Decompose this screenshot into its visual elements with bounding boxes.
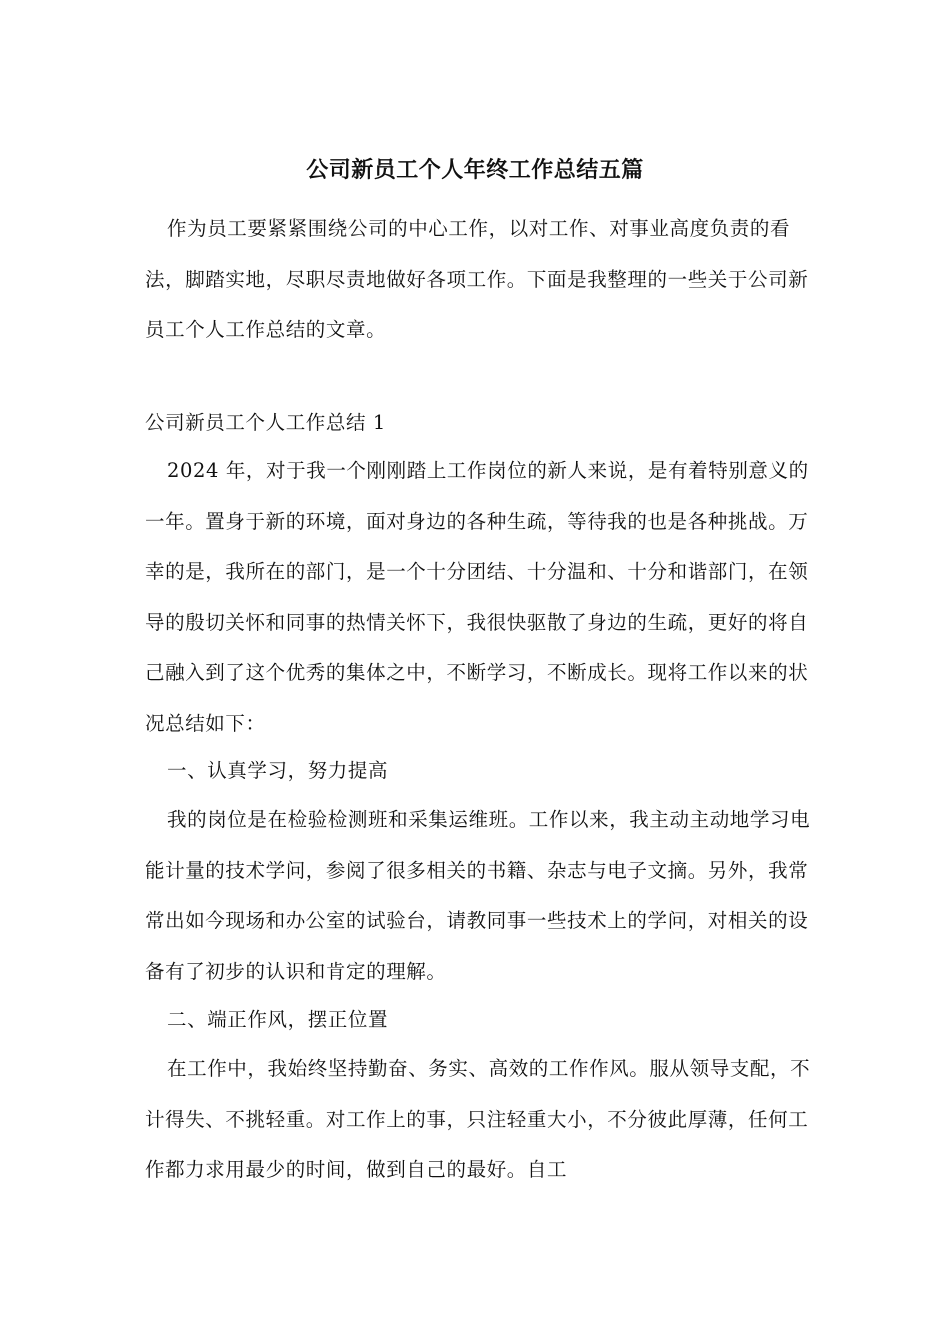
body-paragraph-1: 2024 年，对于我一个刚刚踏上工作岗位的新人来说，是有着特别意义的一年。置身于新的环境，面对身边的各种生疏，等待我的也是各种挑战。万幸的是，我所在的部门，是一个十分团结、十分温和、十分和谐部门，在领导的殷切关怀和同事的热情关怀下，我很快驱散了身边的生疏，更好的将自己融入到了这个优秀的集体之中，不断学习，不断成长。现将工作以来的状况总结如下： — [145, 459, 809, 735]
body-paragraph-2: 我的岗位是在检验检测班和采集运维班。工作以来，我主动主动地学习电能计量的技术学问，参阅了很多相关的书籍、杂志与电子文摘。另外，我常常出如今现场和办公室的试验台，请教同事一些技术上的学问，对相关的设备有了初步的认识和肯定的理解。 — [145, 808, 811, 983]
document-title: 公司新员工个人年终工作总结五篇 — [306, 157, 644, 183]
body-paragraph-3: 在工作中，我始终坚持勤奋、务实、高效的工作作风。服从领导支配，不计得失、不挑轻重。对工作上的事，只注轻重大小，不分彼此厚薄，任何工作都力求用最少的时间，做到自己的最好。自工 — [145, 1057, 811, 1181]
subheading-2: 二、端正作风，摆正位置 — [167, 1008, 389, 1031]
section-heading: 公司新员工个人工作总结 1 — [145, 411, 386, 434]
intro-paragraph: 作为员工要紧紧围绕公司的中心工作，以对工作、对事业高度负责的看法，脚踏实地，尽职尽责地做好各项工作。下面是我整理的一些关于公司新员工个人工作总结的文章。 — [145, 217, 809, 341]
subheading-1: 一、认真学习，努力提高 — [167, 759, 389, 782]
